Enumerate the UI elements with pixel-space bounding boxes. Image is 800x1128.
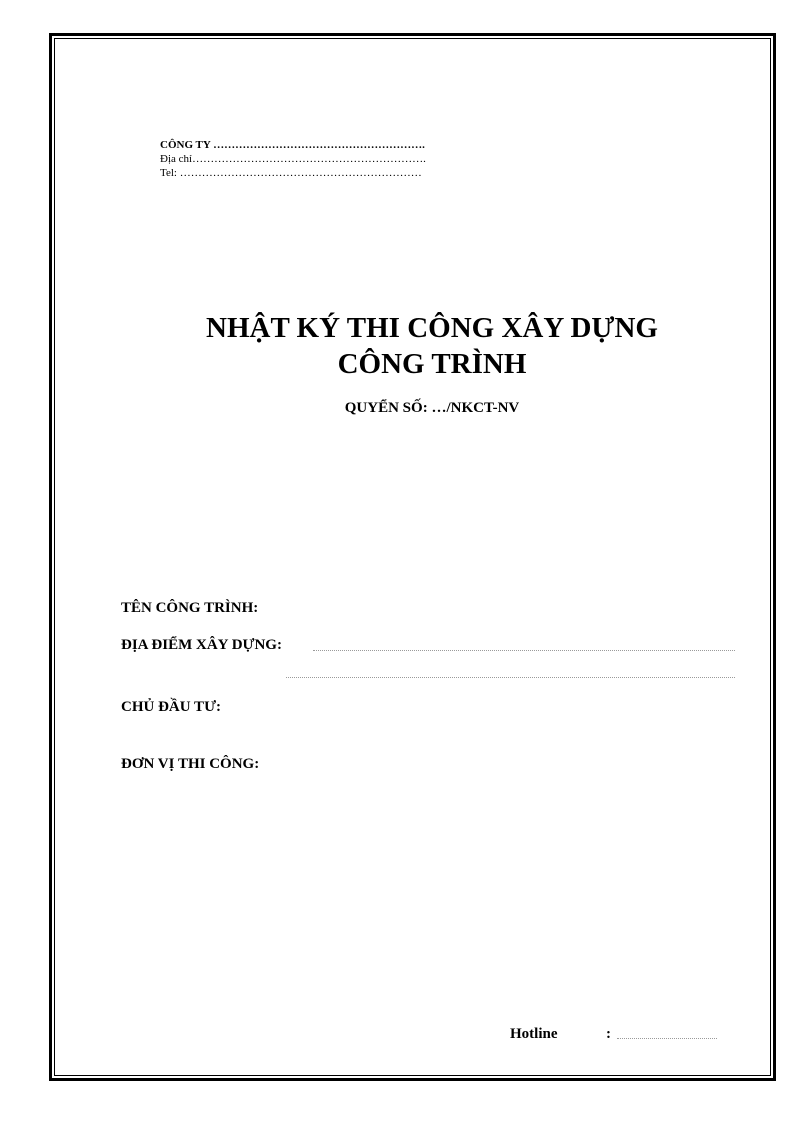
- company-address-line: Địa chỉ……………………………………………………….: [160, 153, 426, 165]
- location-dotted-line-2: [286, 677, 735, 678]
- company-phone-line: Tel: …………………………………………………………: [160, 167, 422, 179]
- contractor-label: ĐƠN VỊ THI CÔNG:: [121, 756, 260, 772]
- hotline-label: Hotline: [510, 1026, 558, 1042]
- company-name-line: CÔNG TY ………………………………………………….: [160, 139, 425, 151]
- project-name-label: TÊN CÔNG TRÌNH:: [121, 600, 259, 616]
- document-title-line-1: NHẬT KÝ THI CÔNG XÂY DỰNG: [206, 312, 658, 344]
- investor-label: CHỦ ĐẦU TƯ:: [121, 699, 221, 715]
- book-number: QUYỂN SỐ: …/NKCT-NV: [344, 400, 520, 416]
- page-border-inner: [54, 38, 771, 1076]
- document-title-line-2: CÔNG TRÌNH: [337, 348, 527, 380]
- hotline-separator: :: [606, 1026, 611, 1042]
- location-label: ĐỊA ĐIỂM XÂY DỰNG:: [121, 637, 282, 653]
- company-info-block: [160, 138, 426, 180]
- hotline-dotted-line: [617, 1038, 717, 1039]
- location-dotted-line-1: [313, 650, 735, 651]
